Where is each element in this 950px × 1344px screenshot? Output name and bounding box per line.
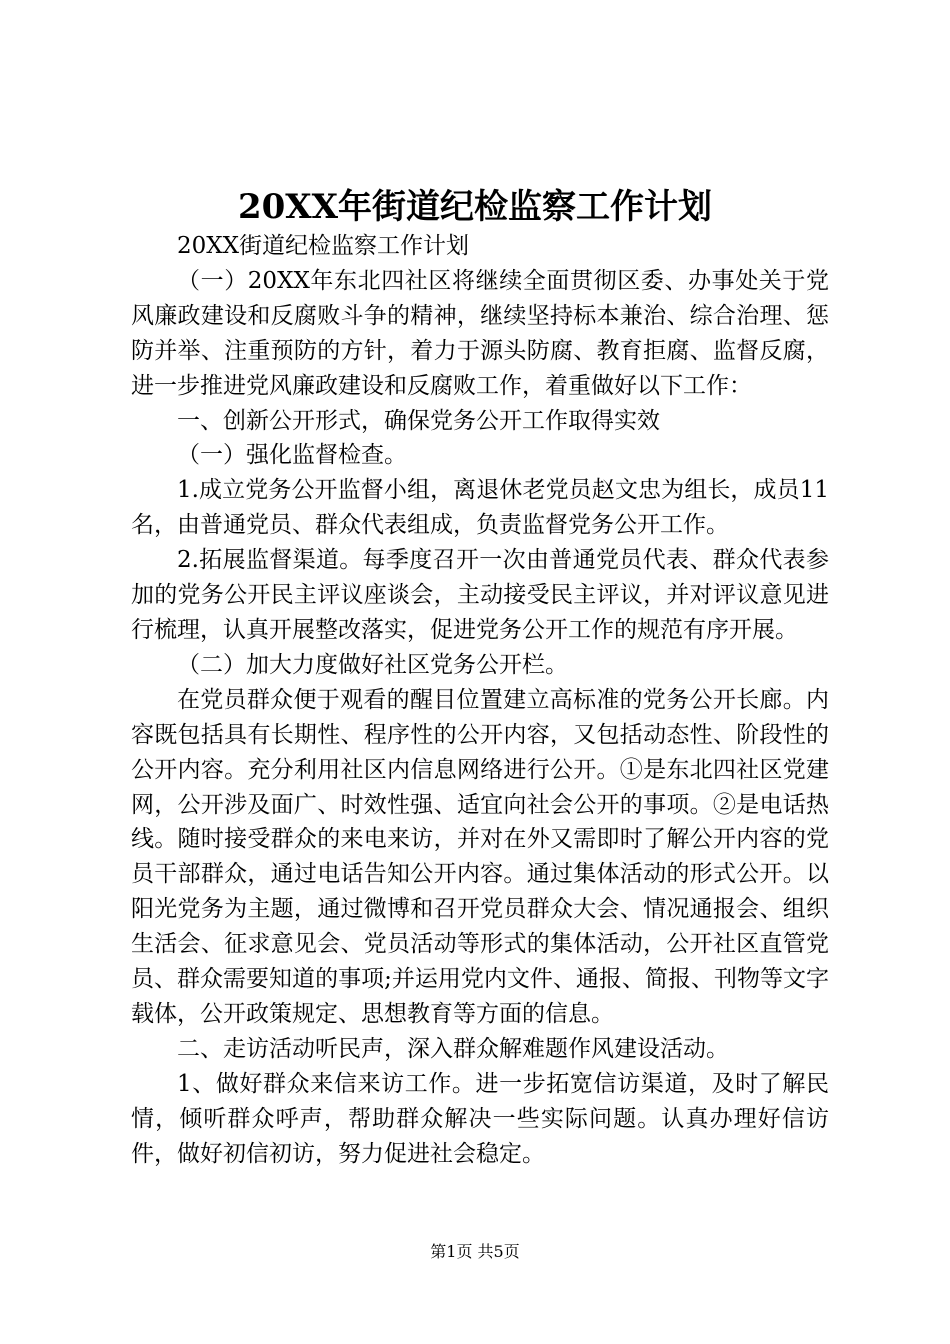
list-item-2: 2.拓展监督渠道。每季度召开一次由普通党员代表、群众代表参加的党务公开民主评议座谈会，主动接受民主评议，并对评议意见进行梳理，认真开展整改落实，促进党务公开工作的规范有序开展。 <box>131 547 829 643</box>
subtitle-paragraph: 20XX街道纪检监察工作计划 <box>177 233 470 259</box>
page-footer: 第1页 共5页 <box>430 1242 520 1261</box>
document-title: 20XX年街道纪检监察工作计划 <box>237 187 713 227</box>
document-body <box>131 229 829 1171</box>
section-heading-2: 二、走访活动听民声，深入群众解难题作风建设活动。 <box>177 1035 729 1062</box>
list-item-3: 1、做好群众来信来访工作。进一步拓宽信访渠道，及时了解民情，倾听群众呼声，帮助群众解决一些实际问题。认真办理好信访件，做好初信初访，努力促进社会稳定。 <box>131 1070 829 1167</box>
list-item-1: 1.成立党务公开监督小组，离退休老党员赵文忠为组长，成员11名，由普通党员、群众代表组成，负责监督党务公开工作。 <box>131 477 829 539</box>
intro-paragraph: （一）20XX年东北四社区将继续全面贯彻区委、办事处关于党风廉政建设和反腐败斗争的精神，继续坚持标本兼治、综合治理、惩防并举、注重预防的方针，着力于源头防腐、教育拒腐、监督反腐，进一步推进党风廉政建设和反腐败工作，着重做好以下工作： <box>131 267 829 399</box>
section-heading-1: 一、创新公开形式，确保党务公开工作取得实效 <box>177 407 660 434</box>
body-paragraph-publicity: 在党员群众便于观看的醒目位置建立高标准的党务公开长廊。内容既包括具有长期性、程序性的公开内容，又包括动态性、阶段性的公开内容。充分利用社区内信息网络进行公开。①是东北四社区党建网，公开涉及面广、时效性强、适宜向社会公开的事项。②是电话热线。随时接受群众的来电来访，并对在外又需即时了解公开内容的党员干部群众，通过电话告知公开内容。通过集体活动的形式公开。以阳光党务为主题，通过微博和召开党员群众大会、情况通报会、组织生活会、征求意见会、党员活动等形式的集体活动，公开社区直管党员、群众需要知道的事项;并运用党内文件、通报、简报、刊物等文字载体，公开政策规定、思想教育等方面的信息。 <box>131 686 829 1027</box>
subsection-heading-2: （二）加大力度做好社区党务公开栏。 <box>177 651 568 678</box>
subsection-heading-1: （一）强化监督检查。 <box>177 442 407 469</box>
